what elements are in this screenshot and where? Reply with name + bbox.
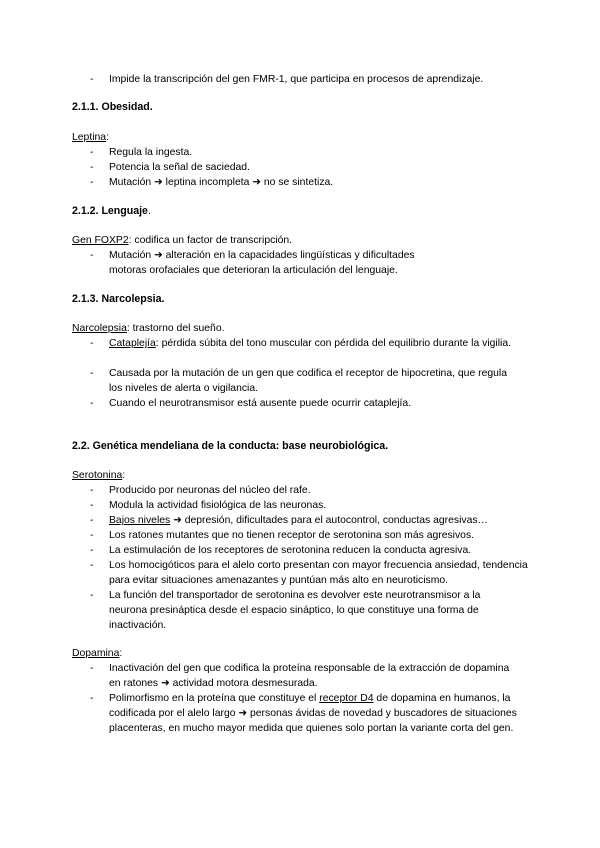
list-item: - Regula la ingesta.: [90, 147, 193, 158]
section-heading-mendeliana: 2.2. Genética mendeliana de la conducta: base neurobiológica.: [72, 440, 389, 452]
term-dopamina: Dopamina: [72, 648, 120, 659]
list-item: - Causada por la mutación de un gen que codifica el receptor de hipocretina, que regula los niveles de alerta o vigilancia.: [90, 368, 507, 395]
term-serotonina: Serotonina: [72, 470, 123, 481]
term-foxp2: Gen FOXP2: [72, 235, 129, 246]
list-item: - Potencia la señal de saciedad.: [90, 162, 250, 173]
term-line-dopamina: Dopamina:: [72, 648, 123, 659]
list-item: - Inactivación del gen que codifica la proteína responsable de la extracción de dopamina en ratones ➜ actividad motora desmesurada.: [90, 663, 510, 690]
term-leptina: Leptina: [72, 132, 107, 143]
list-item: - La estimulación de los receptores de serotonina reducen la conducta agresiva.: [90, 545, 472, 556]
list-item: - Los homocigóticos para el alelo corto presentan con mayor frecuencia ansiedad, tendencia para evitar situaciones amenazantes y puntúan más alto en neuroticismo.: [90, 560, 528, 587]
term-receptor-d4: receptor D4: [319, 693, 374, 704]
term-narcolepsia: Narcolepsia: [72, 323, 127, 334]
list-item: - Mutación ➜ alteración en la capacidades lingüísticas y dificultades motoras orofaciales que deterioran la articulación del lenguaje.: [90, 250, 415, 277]
list-item: - Polimorfismo en la proteína que constituye el receptor D4 de dopamina en humanos, la codificada por el alelo largo ➜ personas ávidas de novedad y buscadores de situaciones placenteras, en mucho mayor medida que quienes solo portan la variante corta del gen.: [90, 693, 517, 735]
term-line-narcolepsia: Narcolepsia: trastorno del sueño.: [72, 323, 225, 334]
term-line-leptina: Leptina:: [72, 132, 109, 143]
term-line-foxp2: Gen FOXP2: codifica un factor de transcripción.: [72, 235, 293, 246]
list-item: - Modula la actividad fisiológica de las neuronas.: [90, 500, 327, 511]
list-item: - Los ratones mutantes que no tienen receptor de serotonina son más agresivos.: [90, 530, 475, 541]
list-item: - Producido por neuronas del núcleo del rafe.: [90, 485, 311, 496]
term-bajos-niveles: Bajos niveles: [109, 515, 171, 526]
list-item: - Bajos niveles ➜ depresión, dificultades para el autocontrol, conductas agresivas…: [90, 515, 488, 526]
list-item: - La función del transportador de serotonina es devolver este neurotransmisor a la neurona presináptica desde el espacio sináptico, lo que constituye una forma de inactivación.: [90, 590, 481, 632]
section-heading-lenguaje: 2.1.2. Lenguaje.: [72, 205, 151, 217]
list-item: - Cataplejía: pérdida súbita del tono muscular con pérdida del equilibrio durante la vigilia.: [90, 338, 512, 349]
list-item: - Mutación ➜ leptina incompleta ➜ no se sintetiza.: [90, 177, 334, 188]
term-line-serotonina: Serotonina:: [72, 470, 126, 481]
section-heading-obesidad: 2.1.1. Obesidad.: [72, 101, 153, 113]
list-item: - Cuando el neurotransmisor está ausente puede ocurrir cataplejía.: [90, 398, 412, 409]
term-cataplejia: Cataplejía: [109, 338, 156, 349]
list-item: - Impide la transcripción del gen FMR-1, que participa en procesos de aprendizaje.: [90, 74, 484, 85]
section-heading-narcolepsia: 2.1.3. Narcolepsia.: [72, 293, 165, 305]
